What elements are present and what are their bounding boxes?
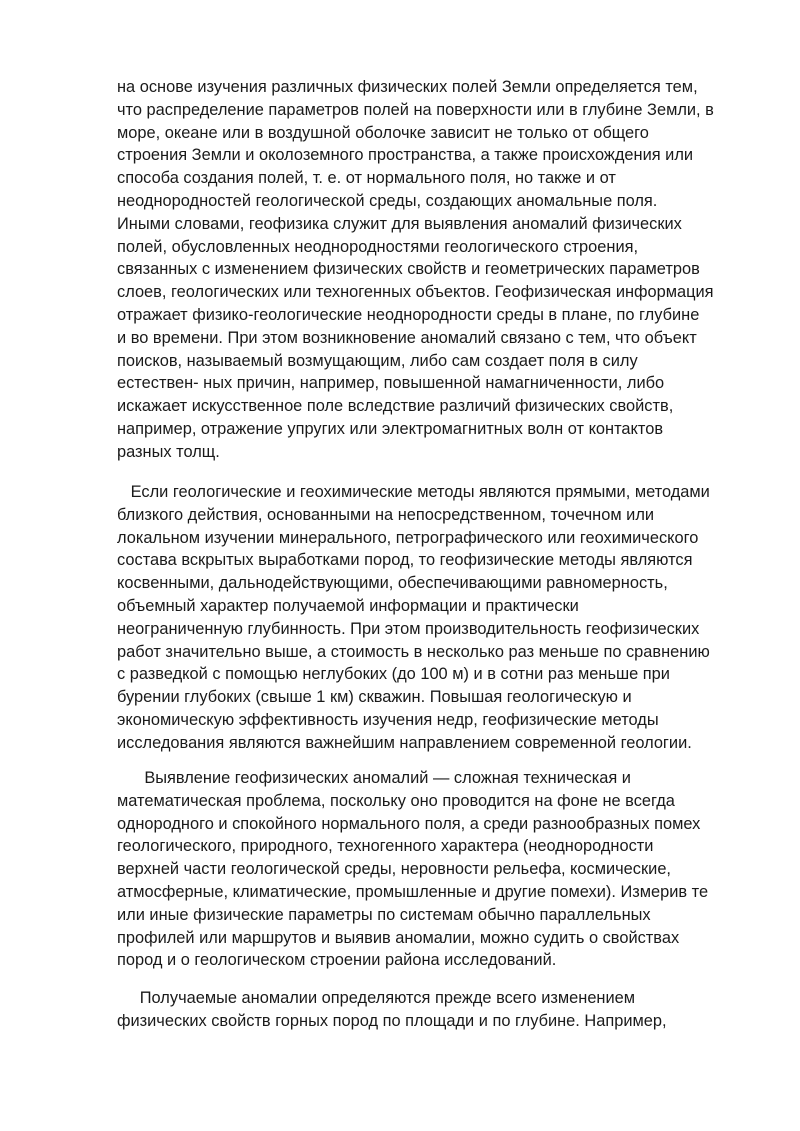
text-line: косвенными, дальнодействующими, обеспечивающими равномерность,: [117, 574, 668, 593]
text-line: бурении глубоких (свыше 1 км) скважин. Повышая геологическую и: [117, 688, 632, 707]
text-line: экономическую эффективность изучения недр, геофизические методы: [117, 710, 659, 729]
paragraph-4: [117, 987, 743, 1033]
text-line: или иные физические параметры по системам обычно параллельных: [117, 905, 651, 924]
text-line: естествен- ных причин, например, повышенной намагниченности, либо: [117, 374, 665, 393]
text-line: геологического, природного, техногенного характера (неоднородности: [117, 837, 654, 856]
text-line: на основе изучения различных физических полей Земли определяется тем,: [117, 78, 698, 96]
text-line: математическая проблема, поскольку оно проводится на фоне не всегда: [117, 791, 675, 810]
text-line: полей, обусловленных неоднородностями геологического строения,: [117, 237, 639, 256]
paragraph-3: [117, 767, 743, 972]
text-line: профилей или маршрутов и выявив аномалии, можно судить о свойствах: [117, 928, 680, 947]
text-line: близкого действия, основанными на непосредственном, точечном или: [117, 505, 655, 524]
text-line: что распределение параметров полей на поверхности или в глубине Земли, в: [117, 100, 714, 119]
text-line: пород и о геологическом строении района исследований.: [117, 951, 557, 970]
text-line: отражает физико-геологические неоднородности среды в плане, по глубине: [117, 305, 700, 324]
paragraph-2: [117, 481, 743, 755]
text-line: атмосферные, климатические, промышленные и другие помехи). Измерив те: [117, 882, 709, 901]
text-line: состава вскрытых выработками пород, то геофизические методы являются: [117, 551, 693, 570]
text-line: неоднородностей геологической среды, создающих аномальные поля.: [117, 191, 658, 210]
text-line: например, отражение упругих или электромагнитных волн от контактов: [117, 419, 664, 438]
text-line: однородного и спокойного нормального поля, а среди разнообразных помех: [117, 814, 701, 833]
text-line: связанных с изменением физических свойств и геометрических параметров: [117, 260, 700, 279]
paragraph-1: [117, 76, 743, 464]
text-line: верхней части геологической среды, неровности рельефа, космические,: [117, 860, 671, 879]
text-line: исследования являются важнейшим направлением современной геологии.: [117, 733, 692, 752]
text-line: способа создания полей, т. е. от нормального поля, но также и от: [117, 169, 616, 188]
text-line: разных толщ.: [117, 442, 220, 461]
text-line: слоев, геологических или техногенных объектов. Геофизическая информация: [117, 283, 714, 302]
text-line: поисков, называемый возмущающим, либо сам создает поля в силу: [117, 351, 638, 370]
text-line: Выявление геофизических аномалий — сложная техническая и: [117, 769, 631, 787]
text-line: локальном изучении минерального, петрографического или геохимического: [117, 528, 699, 547]
text-line: строения Земли и околоземного пространства, а также происхождения или: [117, 146, 694, 165]
text-line: объемный характер получаемой информации и практически: [117, 596, 579, 615]
text-line: с разведкой с помощью неглубоких (до 100 м) и в сотни раз меньше при: [117, 665, 670, 684]
text-line: Если геологические и геохимические методы являются прямыми, методами: [117, 483, 710, 501]
text-line: физических свойств горных пород по площади и по глубине. Например,: [117, 1011, 667, 1030]
text-line: и во времени. При этом возникновение аномалий связано с тем, что объект: [117, 328, 697, 347]
text-line: искажает искусственное поле вследствие различий физических свойств,: [117, 397, 674, 416]
text-line: неограниченную глубинность. При этом производительность геофизических: [117, 619, 700, 638]
text-line: Иными словами, геофизика служит для выявления аномалий физических: [117, 214, 682, 233]
text-line: море, океане или в воздушной оболочке зависит не только от общего: [117, 123, 649, 142]
text-line: Получаемые аномалии определяются прежде всего изменением: [117, 989, 636, 1007]
text-line: работ значительно выше, а стоимость в несколько раз меньше по сравнению: [117, 642, 710, 661]
